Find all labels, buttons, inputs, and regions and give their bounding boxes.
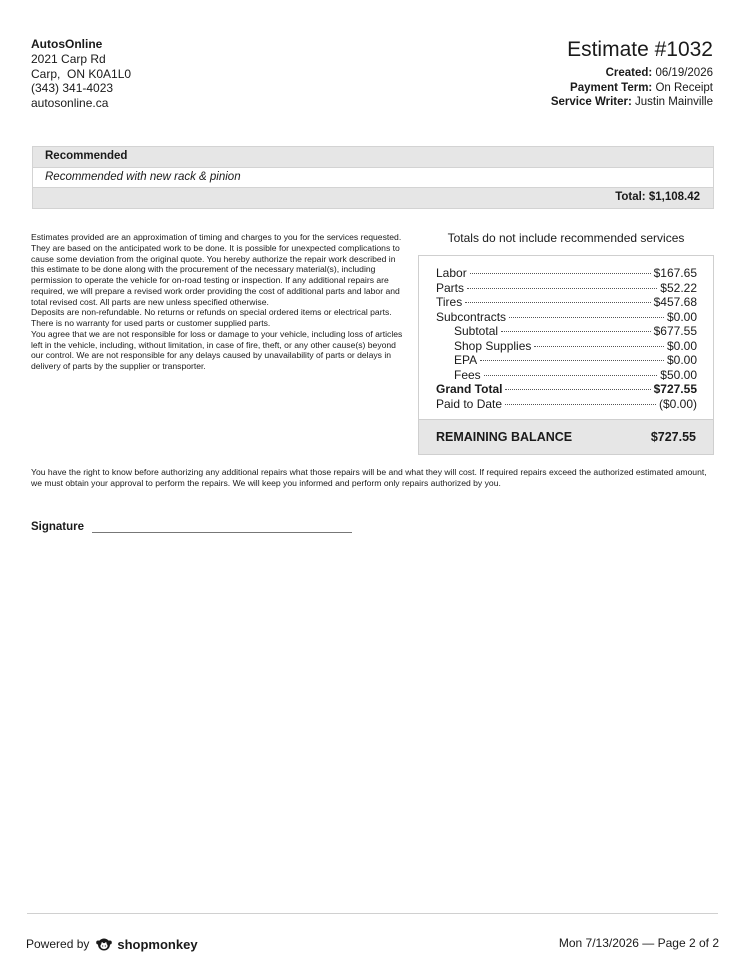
customer-rights-text: You have the right to know before authorizing any additional repairs what those repairs will be and what they will cost. If required repairs exceed the authorized estimated amount, we must obtain your approval to perform the repairs. We will keep you informed and perform only repairs authorized by you. bbox=[31, 467, 707, 488]
company-address-line1: 2021 Carp Rd bbox=[31, 51, 106, 66]
totals-box bbox=[418, 255, 714, 455]
shopmonkey-brand: shopmonkey bbox=[117, 936, 198, 952]
dot-leader bbox=[501, 331, 651, 332]
totals-row-labor bbox=[436, 266, 697, 281]
company-info bbox=[31, 37, 131, 111]
row-label: Grand Total bbox=[436, 382, 503, 396]
row-value: $457.68 bbox=[653, 295, 697, 309]
disclaimer-paragraph: Estimates provided are an approximation of timing and charges to you for the services requested. They are based on the anticipated work to be done. It is possible for unexpected complications to cause some deviation from the original quote. You hereby authorize the repair work described in this estimate to be done along with the procurement of the necessary material(s), including permission to operate the vehicle for on-road testing or inspection. If any additional repairs are required, we will prepare a revised work order providing the cost of additional parts and labor and total revised cost. All parts are new unless specified otherwise. bbox=[31, 232, 402, 307]
disclaimer-paragraph: Deposits are non-refundable. No returns or refunds on special ordered items or electrical parts. There is no warranty for used parts or customer supplied parts. bbox=[31, 307, 392, 328]
company-website: autosonline.ca bbox=[31, 96, 109, 111]
row-label: EPA bbox=[454, 353, 478, 367]
recommended-total: Total: $1,108.42 bbox=[33, 187, 713, 208]
recommended-section bbox=[32, 146, 714, 209]
row-label: Shop Supplies bbox=[454, 338, 532, 353]
service-writer-label: Service Writer: bbox=[550, 96, 632, 108]
created-label: Created: bbox=[605, 67, 653, 79]
payment-term-label: Payment Term: bbox=[570, 81, 653, 94]
row-value: ($0.00) bbox=[658, 396, 697, 411]
row-label: Labor bbox=[436, 266, 467, 280]
dot-leader bbox=[484, 375, 658, 376]
payment-term-line bbox=[551, 81, 713, 96]
totals-row-paid-to-date bbox=[436, 397, 697, 412]
estimate-header bbox=[551, 37, 713, 110]
footer-divider bbox=[27, 913, 718, 914]
created-line bbox=[551, 66, 713, 81]
page-info: Mon 7/13/2026 — Page 2 of 2 bbox=[558, 936, 719, 950]
disclaimer-paragraph: You agree that we are not responsible for loss or damage to your vehicle, including loss of articles left in the vehicle, including, without limitation, in case of fire, theft, or any other cause(s) beyond our control. We are not responsible for any delays caused by unavailability of parts or delays in delivery of parts by the supplier or transporter. bbox=[31, 328, 403, 371]
recommended-description: Recommended with new rack & pinion bbox=[33, 167, 713, 187]
row-value: $167.65 bbox=[653, 266, 697, 280]
row-label: Tires bbox=[436, 295, 463, 309]
row-value: $50.00 bbox=[660, 367, 697, 382]
totals-row-parts bbox=[436, 281, 697, 296]
row-label: Parts bbox=[436, 280, 465, 295]
service-writer-value: Justin Mainville bbox=[635, 96, 713, 108]
created-value: 06/19/2026 bbox=[655, 67, 713, 79]
row-label: Subtotal bbox=[454, 324, 499, 338]
dot-leader bbox=[465, 302, 650, 303]
row-label: Paid to Date bbox=[436, 396, 503, 411]
dot-leader bbox=[470, 273, 651, 274]
dot-leader bbox=[505, 404, 656, 405]
company-phone: (343) 341-4023 bbox=[31, 81, 114, 96]
signature-block bbox=[31, 520, 352, 533]
signature-line[interactable] bbox=[92, 520, 352, 533]
company-address-line2: Carp, ON K0A1L0 bbox=[31, 66, 132, 81]
remaining-balance-value: $727.55 bbox=[650, 430, 696, 444]
remaining-balance-label: REMAINING BALANCE bbox=[436, 430, 573, 444]
dot-leader bbox=[480, 360, 664, 361]
totals-row-subtotal bbox=[436, 324, 697, 339]
powered-by-label: Powered by bbox=[26, 937, 90, 951]
totals-row-epa bbox=[436, 353, 697, 368]
shopmonkey-logo-icon bbox=[96, 936, 112, 952]
signature-label: Signature bbox=[31, 521, 85, 533]
remaining-balance bbox=[419, 419, 713, 454]
powered-by bbox=[26, 936, 198, 952]
row-value: $52.22 bbox=[660, 280, 697, 295]
totals-row-shop-supplies bbox=[436, 339, 697, 354]
totals-row-fees bbox=[436, 368, 697, 383]
company-name: AutosOnline bbox=[31, 37, 103, 51]
row-value: $0.00 bbox=[666, 338, 697, 353]
estimate-title: Estimate #1032 bbox=[567, 38, 713, 61]
dot-leader bbox=[534, 346, 664, 347]
dot-leader bbox=[509, 317, 664, 318]
totals-row-grand-total bbox=[436, 382, 697, 397]
row-value: $0.00 bbox=[666, 309, 697, 324]
disclaimer-text bbox=[31, 232, 409, 372]
service-writer-line bbox=[551, 95, 713, 110]
row-value: $0.00 bbox=[666, 353, 697, 367]
row-label: Fees bbox=[454, 367, 481, 382]
payment-term-value: On Receipt bbox=[655, 81, 713, 94]
recommended-header: Recommended bbox=[33, 147, 713, 167]
totals-note: Totals do not include recommended services bbox=[447, 231, 685, 245]
row-value: $727.55 bbox=[653, 382, 697, 396]
totals-row-subcontracts bbox=[436, 310, 697, 325]
row-label: Subcontracts bbox=[436, 309, 507, 324]
dot-leader bbox=[467, 288, 657, 289]
row-value: $677.55 bbox=[653, 324, 697, 338]
totals-row-tires bbox=[436, 295, 697, 310]
dot-leader bbox=[505, 389, 650, 390]
